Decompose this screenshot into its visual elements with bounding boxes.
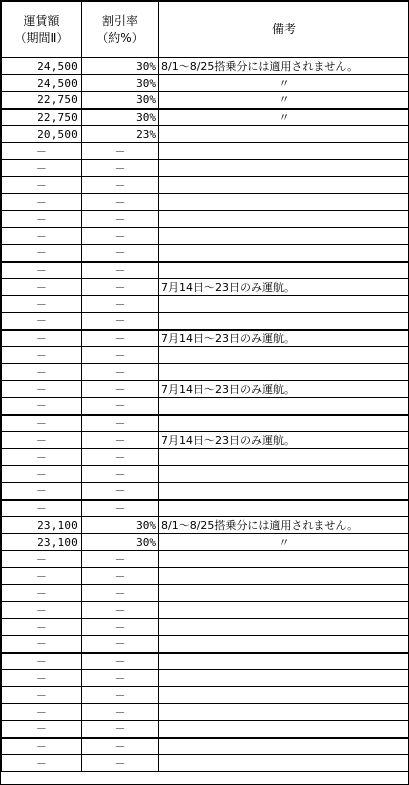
fare-cell: － [2,330,82,347]
header-fare-line2: （期間Ⅱ） [14,30,69,45]
discount-cell: － [82,551,159,568]
note-cell [159,313,409,330]
table-row [2,313,409,330]
discount-cell: － [82,194,159,211]
fare-cell: － [2,177,82,194]
note-cell [159,296,409,313]
discount-cell: － [82,415,159,432]
fare-cell: － [2,670,82,687]
header-fare [2,2,82,58]
table-row [2,279,409,296]
fare-cell: － [2,449,82,466]
table-row [2,585,409,602]
table-row [2,670,409,687]
discount-cell: － [82,432,159,449]
table-row [2,75,409,92]
fare-cell: － [2,398,82,415]
discount-cell: － [82,670,159,687]
note-cell [159,653,409,670]
note-cell [159,177,409,194]
discount-cell: － [82,279,159,296]
note-cell: 〃 [159,534,409,551]
fare-cell: 22,750 [2,109,82,126]
fare-cell: － [2,279,82,296]
discount-cell: － [82,381,159,398]
note-cell [159,466,409,483]
header-row [2,2,409,58]
table-row [2,449,409,466]
discount-cell: － [82,245,159,262]
discount-cell: － [82,721,159,738]
fare-cell: － [2,551,82,568]
table-row [2,177,409,194]
discount-cell: 30% [82,109,159,126]
fare-cell: － [2,160,82,177]
note-cell [159,551,409,568]
table-row [2,721,409,738]
discount-cell: － [82,602,159,619]
table-row [2,364,409,381]
table-row [2,415,409,432]
discount-cell: － [82,466,159,483]
fare-cell: － [2,636,82,653]
note-cell [159,398,409,415]
note-cell [159,194,409,211]
fare-cell: 22,750 [2,92,82,109]
discount-cell: 23% [82,126,159,143]
fare-cell: － [2,704,82,721]
discount-cell: 30% [82,58,159,75]
note-cell [159,228,409,245]
fare-cell: 20,500 [2,126,82,143]
table-row [2,466,409,483]
table-row [2,245,409,262]
fare-cell: － [2,500,82,517]
fare-cell: － [2,364,82,381]
discount-cell: － [82,262,159,279]
table-body [2,58,409,772]
fare-cell: － [2,143,82,160]
note-cell: 7月14日～23日のみ運航。 [159,330,409,347]
note-cell: 〃 [159,109,409,126]
note-cell: 〃 [159,92,409,109]
discount-cell: － [82,228,159,245]
header-fare-line1: 運賃額 [23,14,60,29]
note-cell [159,143,409,160]
note-cell: 8/1～8/25搭乗分には適用されません。 [159,58,409,75]
discount-cell: － [82,585,159,602]
table-row [2,517,409,534]
table-row [2,398,409,415]
fare-cell: － [2,602,82,619]
note-cell: 8/1～8/25搭乗分には適用されません。 [159,517,409,534]
discount-cell: － [82,500,159,517]
table-row [2,738,409,755]
note-cell [159,126,409,143]
note-cell [159,721,409,738]
note-cell: 7月14日～23日のみ運航。 [159,432,409,449]
discount-cell: － [82,347,159,364]
fare-cell: 24,500 [2,75,82,92]
fare-cell: 23,100 [2,517,82,534]
discount-cell: 30% [82,92,159,109]
table-row [2,347,409,364]
fare-cell: － [2,194,82,211]
note-cell [159,483,409,500]
note-cell [159,211,409,228]
discount-cell: 30% [82,75,159,92]
table-row [2,160,409,177]
note-cell [159,568,409,585]
discount-cell: － [82,143,159,160]
discount-cell: － [82,449,159,466]
table-row [2,636,409,653]
discount-cell: 30% [82,534,159,551]
fare-cell: － [2,585,82,602]
note-cell [159,585,409,602]
fare-cell: － [2,687,82,704]
table-row [2,92,409,109]
fare-cell: － [2,483,82,500]
discount-cell: － [82,330,159,347]
table-row [2,296,409,313]
fare-cell: － [2,313,82,330]
fare-cell: － [2,245,82,262]
table-row [2,755,409,772]
discount-cell: － [82,755,159,772]
header-discount-line2: （約%） [96,30,144,45]
fare-cell: － [2,432,82,449]
table-row [2,330,409,347]
discount-cell: － [82,568,159,585]
table-row [2,653,409,670]
fare-cell: － [2,568,82,585]
note-cell [159,245,409,262]
header-discount [82,2,159,58]
note-cell [159,262,409,279]
note-cell [159,619,409,636]
table-row [2,109,409,126]
table-row [2,143,409,160]
discount-cell: － [82,483,159,500]
note-cell [159,755,409,772]
fare-cell: － [2,262,82,279]
table-row [2,551,409,568]
fare-cell: － [2,619,82,636]
note-cell [159,687,409,704]
table-row [2,228,409,245]
discount-cell: － [82,160,159,177]
discount-cell: － [82,619,159,636]
table-row [2,211,409,228]
table-row [2,704,409,721]
note-cell [159,704,409,721]
table-row [2,432,409,449]
fare-cell: － [2,466,82,483]
note-cell [159,364,409,381]
discount-cell: － [82,653,159,670]
fare-cell: － [2,738,82,755]
note-cell: 7月14日～23日のみ運航。 [159,381,409,398]
note-cell: 〃 [159,75,409,92]
fare-cell: － [2,415,82,432]
discount-cell: － [82,211,159,228]
table-row [2,58,409,75]
note-cell [159,449,409,466]
fare-cell: － [2,228,82,245]
fare-cell: － [2,381,82,398]
table-row [2,483,409,500]
discount-cell: － [82,296,159,313]
note-cell [159,500,409,517]
fare-cell: － [2,653,82,670]
table-row [2,687,409,704]
discount-cell: － [82,313,159,330]
note-cell [159,602,409,619]
fare-table [1,1,409,772]
fare-cell: － [2,721,82,738]
table-row [2,500,409,517]
fare-cell: 24,500 [2,58,82,75]
discount-cell: 30% [82,517,159,534]
discount-cell: － [82,364,159,381]
discount-cell: － [82,636,159,653]
note-cell [159,160,409,177]
note-cell: 7月14日～23日のみ運航。 [159,279,409,296]
table-row [2,619,409,636]
fare-cell: － [2,755,82,772]
fare-cell: 23,100 [2,534,82,551]
table-row [2,602,409,619]
header-notes: 備考 [159,2,409,58]
note-cell [159,670,409,687]
fare-cell: － [2,211,82,228]
note-cell [159,738,409,755]
discount-cell: － [82,177,159,194]
note-cell [159,636,409,653]
table-row [2,126,409,143]
table-row [2,534,409,551]
note-cell [159,415,409,432]
table-row [2,568,409,585]
table-row [2,262,409,279]
discount-cell: － [82,398,159,415]
fare-cell: － [2,347,82,364]
table-row [2,194,409,211]
fare-cell: － [2,296,82,313]
note-cell [159,347,409,364]
discount-cell: － [82,687,159,704]
discount-cell: － [82,738,159,755]
header-discount-line1: 割引率 [101,14,138,29]
table-row [2,381,409,398]
discount-cell: － [82,704,159,721]
